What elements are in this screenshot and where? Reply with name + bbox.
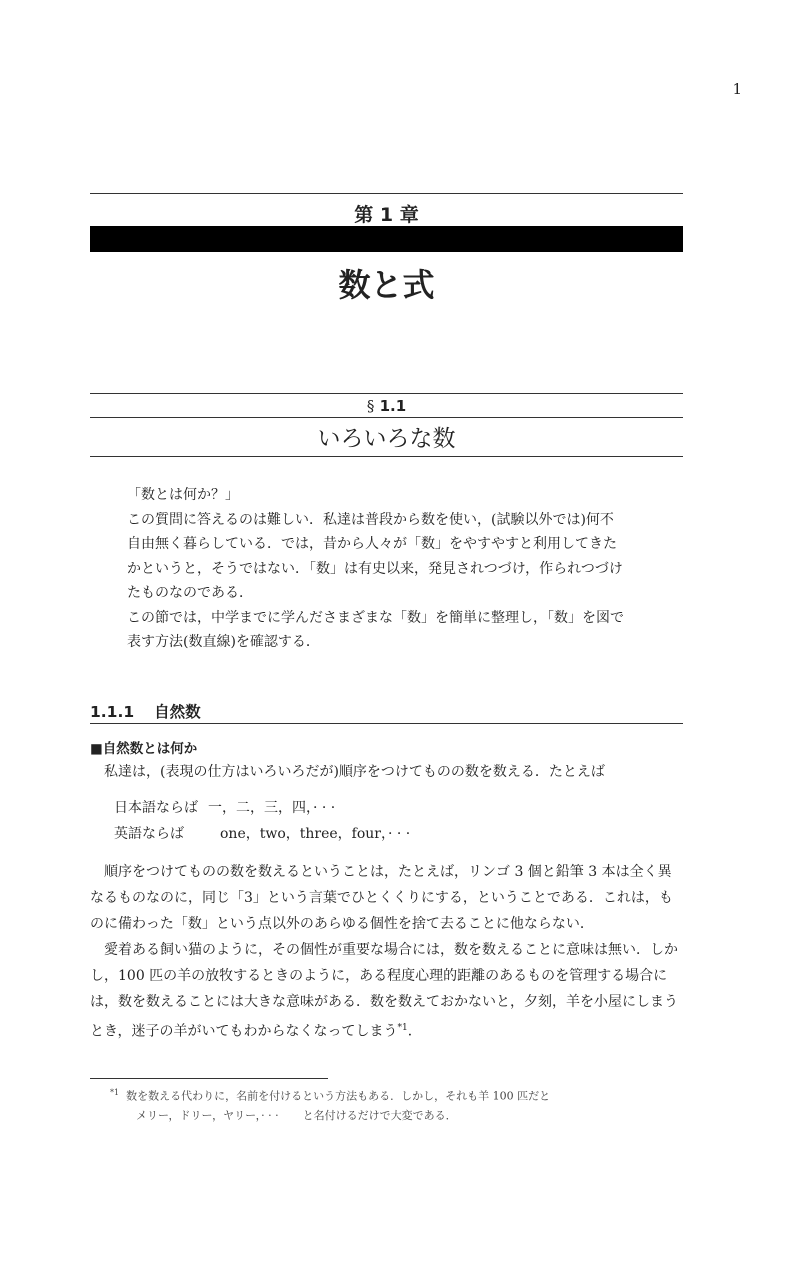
subsection-title: 自然数 bbox=[154, 703, 201, 721]
example-row bbox=[114, 795, 410, 821]
paragraph-heading: ■自然数とは何か bbox=[90, 741, 198, 757]
intro-line: かというと，そうではない．「数」は有史以来，発見されつづけ，作られつづけ bbox=[127, 560, 623, 577]
intro-line: 自由無く暮らしている．では，昔から人々が「数」をやすやすと利用してきた bbox=[127, 536, 617, 552]
example-language: 日本語ならば bbox=[114, 800, 198, 816]
subsection-heading bbox=[90, 700, 683, 724]
footnote-mark: *1 bbox=[110, 1088, 120, 1097]
subsection-number: 1.1.1 bbox=[90, 703, 135, 721]
section-bottom-rule bbox=[90, 456, 683, 457]
body-paragraph-with-note bbox=[90, 937, 685, 1045]
intro-line: この節では，中学までに学んださまざまな「数」を簡単に整理し，「数」を図で bbox=[127, 609, 624, 626]
chapter-label: 第 1 章 bbox=[354, 204, 419, 226]
intro-line: 「数とは何か？」 bbox=[127, 487, 239, 503]
example-values: one，two，three，four，· · · bbox=[220, 826, 411, 842]
chapter-title: 数と式 bbox=[338, 266, 435, 304]
footnote-names: メリー，ドリー，ヤリー，· · · bbox=[136, 1108, 279, 1122]
example-row bbox=[114, 821, 410, 847]
footnote-text: 数を数える代わりに，名前を付けるという方法もある．しかし，それも羊 100 匹だと bbox=[126, 1089, 551, 1103]
section-mark: § bbox=[366, 397, 375, 415]
body-paragraph: 順序をつけてものの数を数えるということは，たとえば，リンゴ 3 個と鉛筆 3 本は全く異なるものなのに，同じ「3」という言葉でひとくくりにする，ということである．これは，ものに備わった「数」という点以外のあらゆる個性を捨て去ることに他ならない． bbox=[90, 864, 673, 932]
example-language: 英語ならば bbox=[114, 826, 184, 842]
footnote-text: と名付けるだけで大変である． bbox=[302, 1108, 457, 1122]
chapter-heading bbox=[90, 193, 683, 306]
intro-block bbox=[127, 483, 657, 655]
body-text bbox=[90, 859, 685, 1045]
chapter-top-rule bbox=[90, 193, 683, 194]
section-number: 1.1 bbox=[379, 397, 407, 415]
section-title: いろいろな数 bbox=[317, 426, 456, 452]
footnote-line bbox=[110, 1083, 670, 1106]
footnote-rule bbox=[90, 1078, 328, 1079]
footnote bbox=[110, 1083, 670, 1125]
intro-line: 表す方法(数直線)を確認する． bbox=[127, 634, 320, 650]
footnote-line bbox=[110, 1106, 670, 1125]
sentence-end: ． bbox=[407, 1023, 422, 1040]
body-paragraph-text: 愛着ある飼い猫のように，その個性が重要な場合には，数を数えることに意味は無い．しかし，100 匹の羊の放牧するときのように，ある程度心理的距離のあるものを管理する場合には，数を数えることには大きな意味がある．数を数えておかないと，夕刻，羊を小屋にしまうとき，迷子の羊がいてもわからなくなってしまう bbox=[90, 942, 678, 1040]
footnote-reference[interactable]: *1 bbox=[397, 1023, 408, 1033]
section-number-row bbox=[90, 394, 683, 417]
page-number: 1 bbox=[732, 80, 742, 98]
example-values: 一，二，三，四，· · · bbox=[208, 800, 336, 816]
intro-line: たものなのである． bbox=[127, 585, 253, 601]
counting-examples bbox=[114, 795, 410, 847]
intro-line: この質問に答えるのは難しい．私達は普段から数を使い，(試験以外では)何不 bbox=[127, 511, 614, 528]
body-paragraph-intro: 私達は，(表現の仕方はいろいろだが)順序をつけてものの数を数える．たとえば bbox=[104, 764, 605, 780]
section-heading bbox=[90, 393, 683, 457]
chapter-black-bar bbox=[90, 226, 683, 252]
